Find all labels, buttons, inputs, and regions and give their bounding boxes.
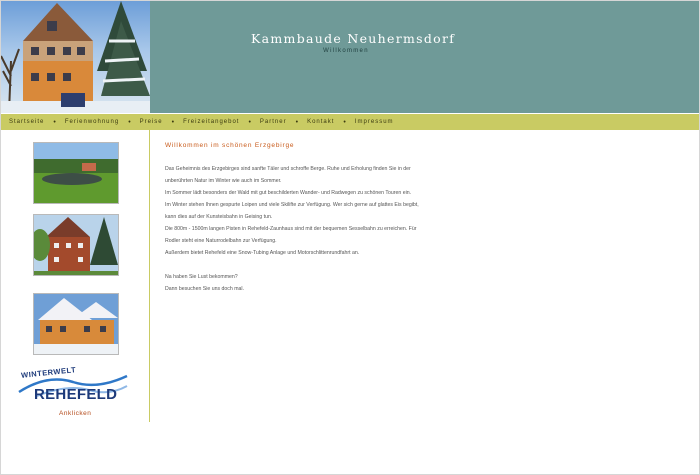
thumbnail-house-winter-photo[interactable] bbox=[33, 293, 119, 355]
nav-item-partner[interactable]: Partner bbox=[259, 119, 287, 125]
nav-separator: • bbox=[295, 118, 299, 126]
thumbnail-house-summer-photo[interactable] bbox=[33, 214, 119, 276]
logo-caption-link[interactable]: Anklicken bbox=[59, 410, 92, 417]
logo-rehefeld-text: REHEFELD bbox=[34, 386, 118, 403]
site-title: Kammbaude Neuhermsdorf bbox=[251, 31, 456, 46]
nav-separator: • bbox=[248, 118, 251, 126]
text-line: Na haben Sie Lust bekommen? bbox=[165, 274, 238, 280]
text-line: Dann besuchen Sie uns doch mal. bbox=[165, 286, 245, 292]
intro-text bbox=[165, 163, 465, 295]
thumbnail-pond-photo[interactable] bbox=[33, 142, 119, 204]
text-line: Rodler steht eine Naturrodelbahn zur Verfügung. bbox=[165, 238, 277, 244]
text-line: Das Geheimnis des Erzgebirges sind sanfte Täler und schroffe Berge. Ruhe und Erholung finden Sie in der bbox=[165, 166, 411, 172]
nav-separator: • bbox=[53, 118, 56, 126]
nav-item-freizeitangebot[interactable]: Freizeitangebot bbox=[183, 119, 240, 125]
text-gap bbox=[165, 259, 465, 271]
nav-item-preise[interactable]: Preise bbox=[139, 119, 163, 125]
page-heading: Willkommen im schönen Erzgebirge bbox=[165, 142, 295, 149]
site-header bbox=[1, 1, 699, 113]
nav-item-kontakt[interactable]: Kontakt bbox=[307, 119, 335, 125]
nav-separator: • bbox=[343, 118, 346, 126]
sidebar bbox=[1, 130, 150, 422]
text-line: Im Winter stehen Ihnen gespurte Loipen und viele Skilifte zur Verfügung. Wer sich gerne auf glattes Eis begibt, bbox=[165, 202, 419, 208]
text-line: unberührten Natur im Winter wie auch im Sommer. bbox=[165, 178, 282, 184]
nav-separator: • bbox=[171, 118, 175, 126]
main-content bbox=[165, 142, 465, 295]
nav-separator: • bbox=[128, 118, 131, 126]
rehefeld-logo-link[interactable] bbox=[17, 366, 129, 420]
text-line: Im Sommer lädt besonders der Wald mit gut beschilderten Wander- und Radwegen zu schönen Touren ein. bbox=[165, 190, 412, 196]
header-house-photo bbox=[1, 1, 150, 113]
text-line: Außerdem bietet Rehefeld eine Snow-Tubing Anlage und Motorschlittenrundfahrt an. bbox=[165, 250, 360, 256]
site-subtitle: Willkommen bbox=[323, 48, 369, 54]
text-line: Die 800m - 1500m langen Pisten in Rehefeld-Zaunhaus sind mit der bequemen Sesselbahn zu erreichen. Für bbox=[165, 226, 417, 232]
nav-item-startseite[interactable]: Startseite bbox=[9, 119, 45, 125]
main-nav bbox=[1, 114, 699, 130]
nav-item-impressum[interactable]: Impressum bbox=[354, 119, 394, 125]
nav-item-ferienwohnung[interactable]: Ferienwohnung bbox=[64, 119, 120, 125]
text-line: kann dies auf der Kunsteisbahn in Geising tun. bbox=[165, 214, 273, 220]
logo-winterwelt-text: WINTERWELT bbox=[20, 365, 77, 380]
